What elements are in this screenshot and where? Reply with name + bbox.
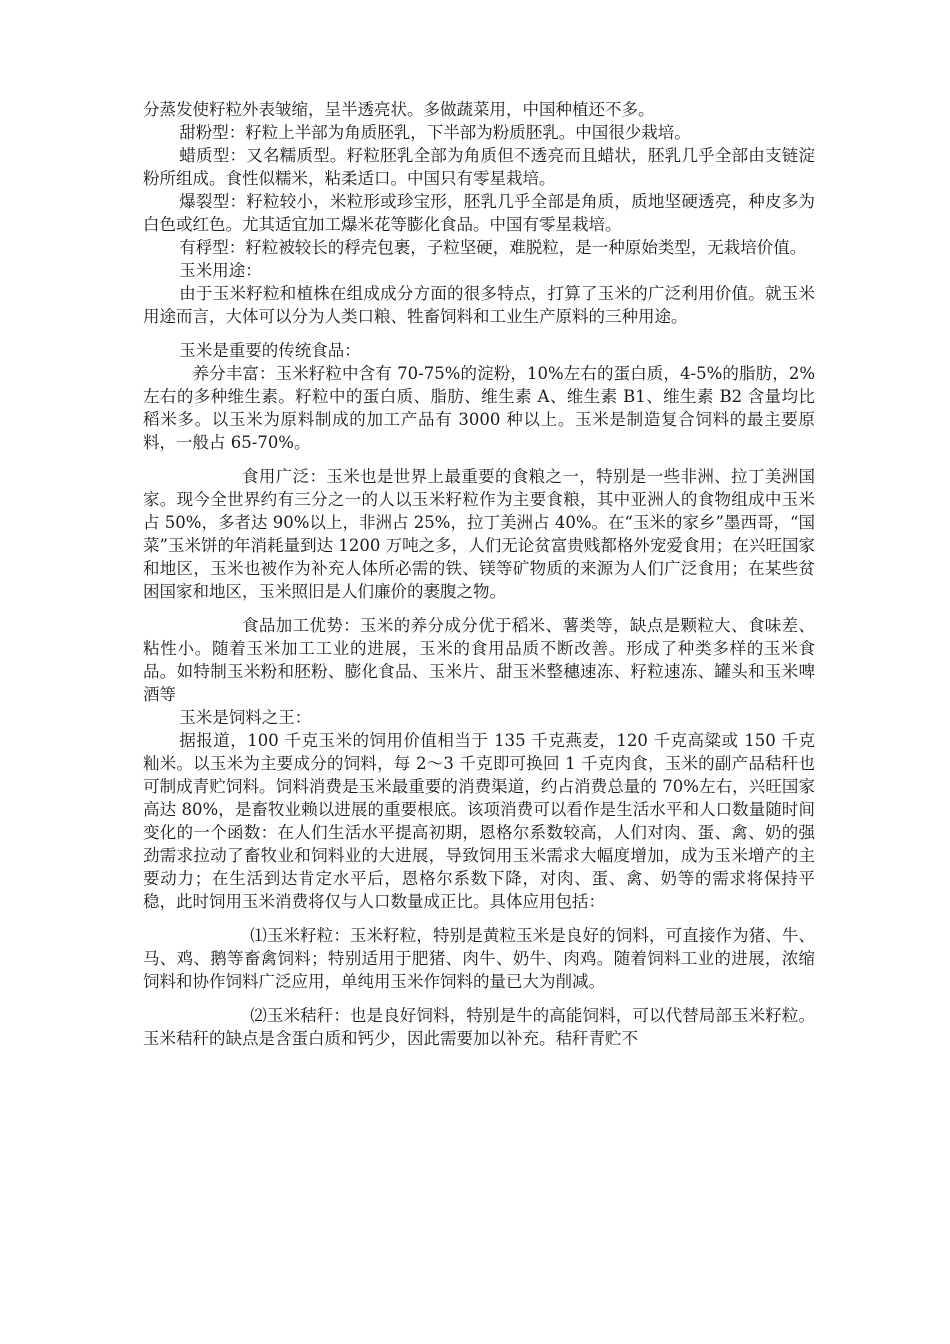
paragraph-pod-type: 有稃型：籽粒被较长的稃壳包裹，子粒坚硬，难脱粒，是一种原始类型，无栽培价值。 (179, 238, 807, 257)
paragraph-stalk-feed: ⑵玉米秸秆：也是良好饲料，特别是牛的高能饲料，可以代替局部玉米籽粒。玉米秸秆的缺点是含蛋白质和钙少，因此需要加以补充。秸秆青贮不 (143, 1006, 815, 1048)
heading-corn-uses: 玉米用途： (179, 261, 262, 280)
heading-traditional-food: 玉米是重要的传统食品： (179, 341, 361, 360)
paragraph-sweet-starch-type: 甜粉型：籽粒上半部为角质胚乳，下半部为粉质胚乳。中国很少栽培。 (179, 123, 691, 142)
heading-feed-king: 玉米是饲料之王： (179, 708, 312, 727)
paragraph-wide-consumption: 食用广泛：玉米也是世界上最重要的食粮之一，特别是一些非洲、拉丁美洲国家。现今全世界约有三分之一的人以玉米籽粒作为主要食粮，其中亚洲人的食物组成中玉米占 50%，多者达 90%以上，非洲占 25%，拉丁美洲占 40%。在“玉米的家乡”墨西哥，“国菜”玉米饼的年消耗量到达 1200 万吨之多，人们无论贫富贵贱都格外宠爱食用；在兴旺国家和地区，玉米也被作为补充人体所必需的铁、镁等矿物质的来源为人们广泛食用；在某些贫困国家和地区，玉米照旧是人们廉价的裹腹之物。 (143, 467, 815, 601)
paragraph-feed-value: 据报道，100 千克玉米的饲用价值相当于 135 千克燕麦，120 千克高粱或 150 千克籼米。以玉米为主要成分的饲料，每 2～3 千克即可换回 1 千克肉食，玉米的副产品秸秆也可制成青贮饲料。饲料消费是玉米最重要的消费渠道，约占消费总量的 70%左右，兴旺国家高达 80%，是畜牧业赖以进展的重要根底。该项消费可以看作是生活水平和人口数量随时间变化的一个函数：在人们生活水平提高初期，恩格尔系数较高，人们对肉、蛋、禽、奶的强劲需求拉动了畜牧业和饲料业的大进展，导致饲用玉米需求大幅度增加，成为玉米增产的主要动力；在生活到达肯定水平后，恩格尔系数下降，对肉、蛋、禽、奶等的需求将保持平稳，此时饲用玉米消费将仅与人口数量成正比。具体应用包括： (143, 731, 815, 911)
paragraph-nutrition: 养分丰富：玉米籽粒中含有 70-75%的淀粉，10%左右的蛋白质，4-5%的脂肪，2%左右的多种维生素。籽粒中的蛋白质、脂肪、维生素 A、维生素 B1、维生素 B2 含量均比稻米多。以玉米为原料制成的加工产品有 3000 种以上。玉米是制造复合饲料的最主要原料，一般占 65-70%。 (143, 364, 815, 452)
paragraph-continuation: 分蒸发使籽粒外表皱缩，呈半透亮状。多做蔬菜用，中国种植还不多。 (143, 100, 655, 119)
paragraph-uses-intro: 由于玉米籽粒和植株在组成成分方面的很多特点，打算了玉米的广泛利用价值。就玉米用途而言，大体可以分为人类口粮、牲畜饲料和工业生产原料的三种用途。 (143, 284, 815, 326)
paragraph-food-processing: 食品加工优势：玉米的养分成分优于稻米、薯类等，缺点是颗粒大、食味差、粘性小。随着玉米加工工业的进展，玉米的食用品质不断改善。形成了种类多样的玉米食品。如特制玉米粉和胚粉、膨化食品、玉米片、甜玉米整穗速冻、籽粒速冻、罐头和玉米啤酒等 (143, 616, 815, 704)
paragraph-kernel-feed: ⑴玉米籽粒：玉米籽粒，特别是黄粒玉米是良好的饲料，可直接作为猪、牛、马、鸡、鹅等畜禽饲料；特别适用于肥猪、肉牛、奶牛、肉鸡。随着饲料工业的进展，浓缩饲料和协作饲料广泛应用，单纯用玉米作饲料的量已大为削减。 (143, 926, 815, 991)
document-body (143, 98, 815, 1050)
paragraph-waxy-type: 蜡质型：又名糯质型。籽粒胚乳全部为角质但不透亮而且蜡状，胚乳几乎全部由支链淀粉所组成。食性似糯米，粘柔适口。中国只有零星栽培。 (143, 146, 815, 188)
paragraph-popcorn-type: 爆裂型：籽粒较小，米粒形或珍宝形，胚乳几乎全部是角质，质地坚硬透亮，种皮多为白色或红色。尤其适宜加工爆米花等膨化食品。中国有零星栽培。 (143, 192, 815, 234)
